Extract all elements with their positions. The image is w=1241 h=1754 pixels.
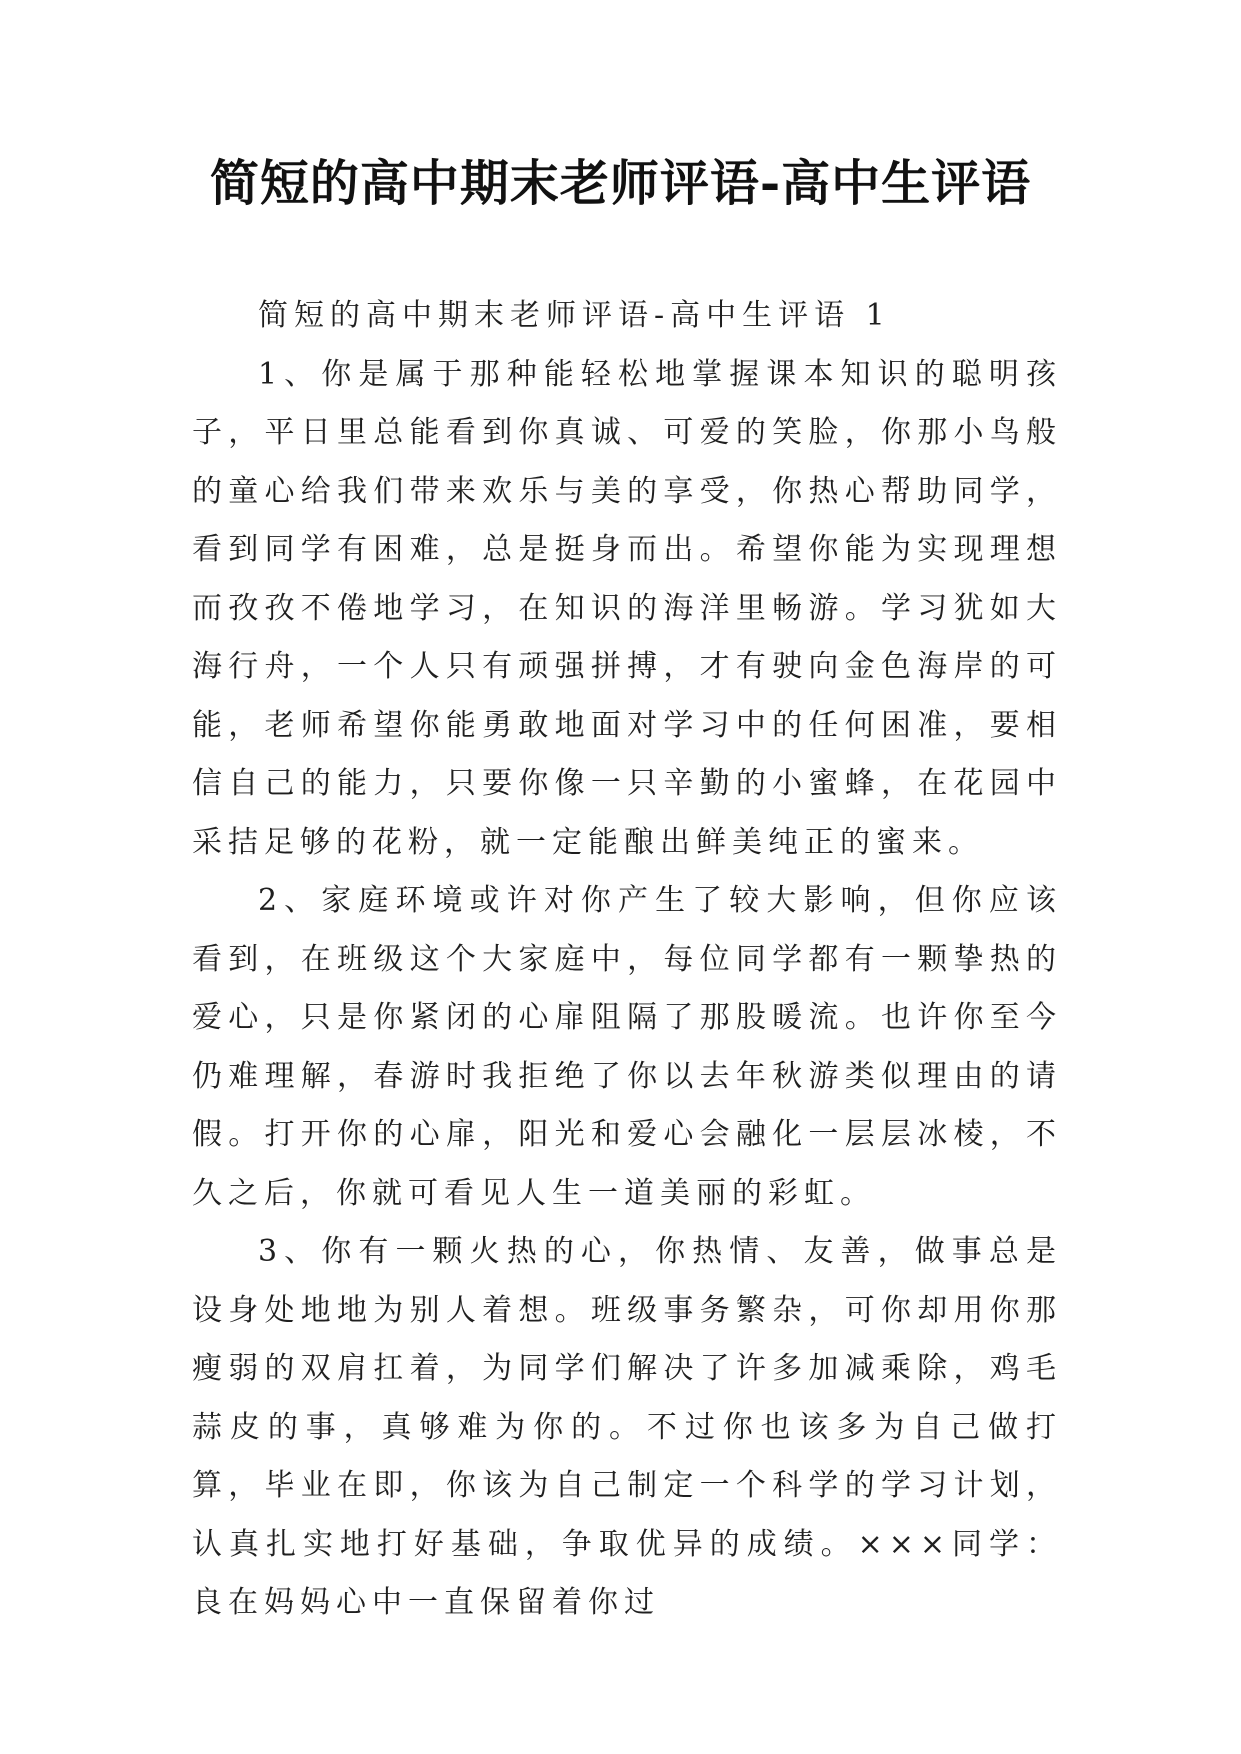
document-body <box>192 287 1062 1633</box>
document-title: 简短的高中期末老师评语-高中生评语 <box>209 154 1032 212</box>
paragraph-3: 3、你有一颗火热的心，你热情、友善，做事总是设身处地地为别人着想。班级事务繁杂，可你却用你那瘦弱的双肩扛着，为同学们解决了许多加减乘除，鸡毛蒜皮的事，真够难为你的。不过你也该多为自己做打算，毕业在即，你该为自己制定一个科学的学习计划，认真扎实地打好基础，争取优异的成绩。×××同学：良在妈妈心中一直保留着你过 <box>192 1234 1062 1620</box>
section-heading: 简短的高中期末老师评语-高中生评语 1 <box>258 298 891 333</box>
paragraph-1: 1、你是属于那种能轻松地掌握课本知识的聪明孩子，平日里总能看到你真诚、可爱的笑脸，你那小鸟般的童心给我们带来欢乐与美的享受，你热心帮助同学，看到同学有困难，总是挺身而出。希望你能为实现理想而孜孜不倦地学习，在知识的海洋里畅游。学习犹如大海行舟，一个人只有顽强拼搏，才有驶向金色海岸的可能，老师希望你能勇敢地面对学习中的任何困准，要相信自己的能力，只要你像一只辛勤的小蜜蜂，在花园中采拮足够的花粉，就一定能酿出鲜美纯正的蜜来。 <box>192 356 1062 860</box>
paragraph-2: 2、家庭环境或许对你产生了较大影响，但你应该看到，在班级这个大家庭中，每位同学都有一颗挚热的爱心，只是你紧闭的心扉阻隔了那股暖流。也许你至今仍难理解，春游时我拒绝了你以去年秋游类似理由的请假。打开你的心扉，阳光和爱心会融化一层层冰棱，不久之后，你就可看见人生一道美丽的彩虹。 <box>192 883 1062 1211</box>
